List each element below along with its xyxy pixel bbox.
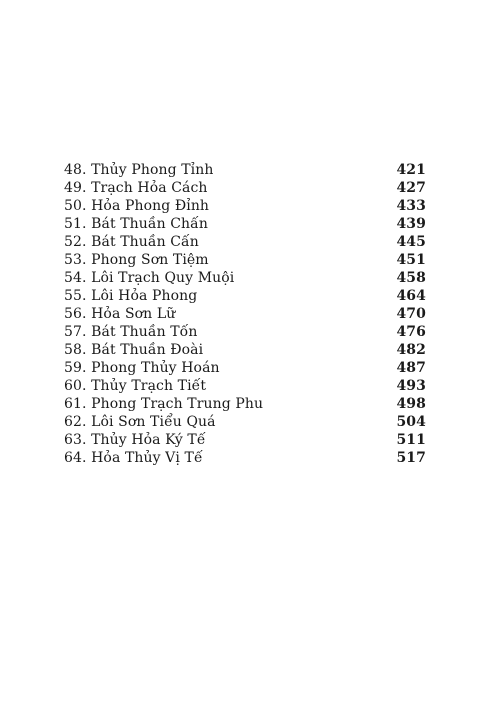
toc-entry (64, 395, 426, 413)
toc-entry (64, 161, 426, 179)
toc-entry-title: 60. Thủy Trạch Tiết (64, 378, 207, 394)
toc-entry-title: 56. Hỏa Sơn Lữ (64, 306, 176, 322)
toc-entry-title: 64. Hỏa Thủy Vị Tế (64, 450, 203, 466)
toc-entry-page: 421 (396, 162, 426, 178)
toc-entry-page: 487 (396, 360, 426, 376)
toc-entry (64, 341, 426, 359)
toc-entry-title: 49. Trạch Hỏa Cách (64, 180, 208, 196)
toc-entry (64, 413, 426, 431)
toc-entry-title: 52. Bát Thuần Cấn (64, 234, 199, 250)
toc-entry-page: 470 (396, 306, 426, 322)
toc-entry-page: 427 (396, 180, 426, 196)
toc-entry-title: 57. Bát Thuần Tốn (64, 324, 198, 340)
toc-entry-page: 433 (396, 198, 426, 214)
toc-entry (64, 269, 426, 287)
toc-entry-page: 476 (396, 324, 426, 340)
toc-entry (64, 449, 426, 467)
toc-entry (64, 197, 426, 215)
toc-entry-title: 51. Bát Thuần Chấn (64, 216, 208, 232)
toc-entry (64, 233, 426, 251)
toc-entry (64, 431, 426, 449)
toc-entry-title: 58. Bát Thuần Đoài (64, 342, 204, 358)
toc-entry-title: 50. Hỏa Phong Đỉnh (64, 198, 210, 214)
table-of-contents (64, 161, 426, 467)
toc-entry-page: 451 (396, 252, 426, 268)
toc-entry-title: 48. Thủy Phong Tỉnh (64, 162, 214, 178)
toc-entry-page: 445 (396, 234, 426, 250)
toc-entry (64, 305, 426, 323)
toc-entry-title: 61. Phong Trạch Trung Phu (64, 396, 264, 412)
toc-entry-page: 482 (396, 342, 426, 358)
toc-entry-page: 493 (396, 378, 426, 394)
toc-entry (64, 215, 426, 233)
toc-entry-page: 517 (396, 450, 426, 466)
toc-entry-page: 498 (396, 396, 426, 412)
toc-entry (64, 323, 426, 341)
toc-entry-page: 464 (396, 288, 426, 304)
toc-entry-title: 59. Phong Thủy Hoán (64, 360, 220, 376)
toc-entry (64, 251, 426, 269)
toc-entry (64, 359, 426, 377)
toc-entry-page: 439 (396, 216, 426, 232)
toc-entry-title: 54. Lôi Trạch Quy Muội (64, 270, 235, 286)
toc-entry-title: 63. Thủy Hỏa Ký Tế (64, 432, 206, 448)
toc-entry-page: 511 (396, 432, 426, 448)
toc-entry (64, 377, 426, 395)
toc-entry-page: 458 (396, 270, 426, 286)
toc-entry (64, 287, 426, 305)
toc-entry-title: 53. Phong Sơn Tiệm (64, 252, 209, 268)
toc-entry-title: 62. Lôi Sơn Tiểu Quá (64, 414, 216, 430)
toc-entry-title: 55. Lôi Hỏa Phong (64, 288, 198, 304)
toc-entry-page: 504 (396, 414, 426, 430)
toc-entry (64, 179, 426, 197)
